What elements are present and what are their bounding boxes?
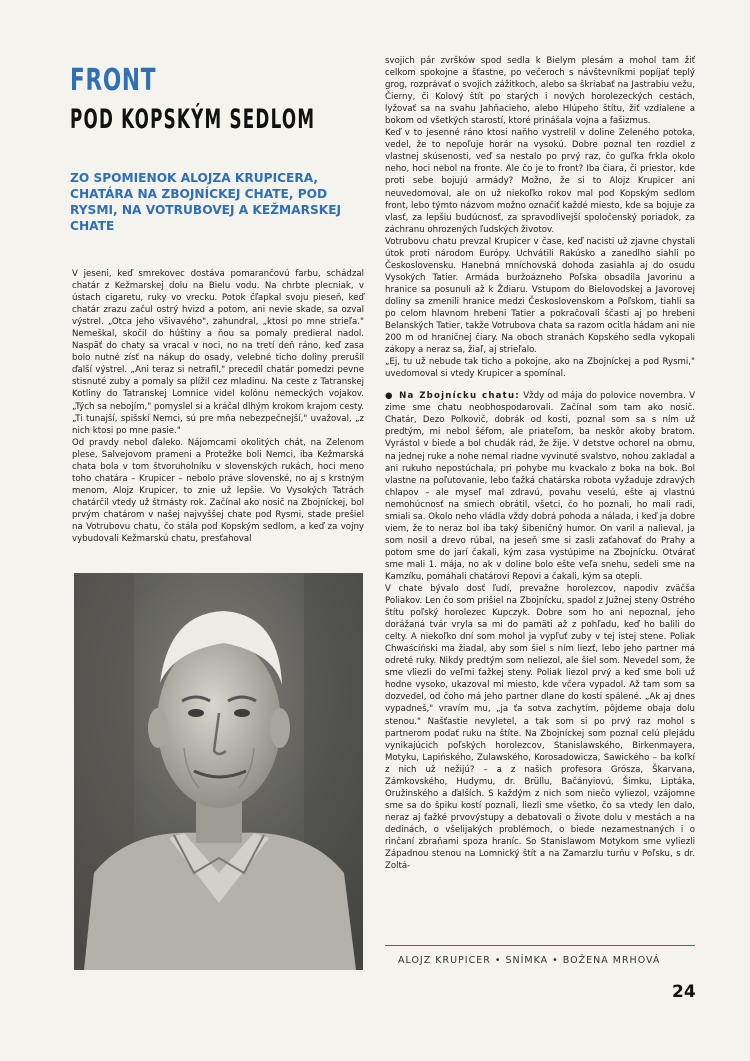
paragraph: V chate bývalo dosť ľudí, prevažne horolezcov, napodiv zväčša Poliakov. Len čo som prišiel na Zbojnícku, spadol z Južnej steny Ostrého štítu poľský horolezec Kupczyk. Dobre som ho ani nepoznal, jeho dorážaná tvár vryla sa mi do pamäti až z pohľadu, keď ho balili do celty. A niekoľko dní som mohol ja vypľuť zuby v tej istej stene. Poliak Chwaściński ma žiadal, aby som šiel s ním liezť, lebo jeho partner má odreté ruky. Nikdy predtým som neliezol, ale šiel som. Nevedel som, že sme vliezli do veľmi ťažkej steny. Poliak liezol prvý a keď sme boli už hodne vysoko, ukazoval mi miesto, kde včera vypadol. Až tam som sa dozvedel, od čoho má jeho partner dlane do kosti spálené. „Ak aj dnes vypadneš," vravím mu, „ja ťa sotva zachytím, pôjdeme obaja dolu stenou." Našťastie nevyletel, a tak som si po prvý raz mohol s partnerom podať ruku na štíte. Na Zbojníckej som poznal celú plejádu vynikajúcich poľských horolezcov, Stanislawského, Birkenmayera, Motyku, Lapińského, Zulawského, Korosadowicza, Sawického – ba koľkí z nich už nežijú? – a z našich profesora Grósza, Škarvana, Zámkovského, Hudymu, dr. Brüllu, Bačányiovú, Šimku, Liptáka, Oružinského a ďalších. S každým z nich som niečo vyliezol, vzájomne sme sa do špiku kostí poznali, liezli sme všetko, čo sa vtedy len dalo, neraz aj ťažké prvovýstupy a debatovali o živote dolu v mestách a na dedinách, o všelijakých problémoch, o biede nezamestnaných i o rinčaní zbraňami spoza hraníc. So Stanislawom Motykom sme vyliezli Západnou stenou na Lomnický štít a na Zamarzlu turňu v Poľsku, s dr. Zoltá- [385,584,695,872]
photo-credit: ALOJZ KRUPICER • SNÍMKA • BOŽENA MRHOVÁ [398,955,661,966]
portrait-photo [74,573,363,970]
paragraph: svojich pár zvršków spod sedla k Bielym plesám a mohol tam žiť celkom spokojne a šťastne, po večeroch s návštevníkmi popíjať teplý grog, rozprávať o svojich zážitkoch, alebo sa škriabať na Jastrabiu vežu, Čierny, či Kolový štít po starých i nových horolezeckých cestách, lyžovať sa na svahu Jahňacieho, alebo Hlúpeho štítu, žiť vzdialene a bokom od všetkých starostí, ktoré prinášala vojna a fašizmus. [385,56,695,127]
paragraph: Od pravdy nebol ďaleko. Nájomcami okolitých chát, na Zelenom plese, Salvejovom prameni a Protežke boli Nemci, iba Kežmarská chata bola v tom štvoruholníku v slovenských rukách, hoci meno toho chatára – Krupicer – nebolo práve slovenské, no aj s krstným menom, Alojz Krupicer, to znie už lepšie. Vo Vysokých Tatrách chatárčil vtedy už štrnásty rok. Začínal ako nosič na Zbojníckej, bol prvým chatárom v našej najvyššej chate pod Rysmi, stade prešiel na Votrubovu chatu, čo stála pod Kopským sedlom, a keď za vojny vybudovali Kežmarskú chatu, presťahoval [72,437,364,545]
paragraph: „Ej, tu už nebude tak ticho a pokojne, ako na Zbojníckej a pod Rysmi," uvedomoval si vtedy Krupicer a spomínal. [385,357,695,380]
article-intro: ZO SPOMIENOK ALOJZA KRUPICERA, CHATÁRA NA ZBOJNÍCKEJ CHATE, POD RYSMI, NA VOTRUBOVEJ A KEŽMARSKEJ CHATE [70,171,342,233]
right-column [385,55,695,872]
paragraph: Keď v to jesenné ráno ktosi naňho vystrelil v doline Zeleného potoka, vedel, že to nepoľuje horár na vysokú. Dobre poznal ten rozdiel z vlastnej skúsenosti, veď sa nestalo po prvý raz, čo guľka frkla okolo neho, hoci nebol na fronte. Ale čo je to front? Iba čiara, či priestor, kde proti sebe bojujú armády? Možno, že si to Alojz Krupicer ani neuvedomoval, ale on už niekoľko rokov mal pod Kopským sedlom front, lebo týmto názvom možno označiť každé miesto, kde sa bojuje za vlasť, za lepšiu budúcnosť, za spravodlivejší spoločenský poriadok, za záchranu ohrozených ľudských životov. [385,128,695,235]
paragraph: V jeseni, keď smrekovec dostáva pomarančovú farbu, schádzal chatár z Kežmarskej dolu na Bielu vodu. Na chrbte plecniak, v ústach cigaretu, ruky vo vrecku. Potok čľapkal svoju pieseň, keď chatár zrazu začul ostrý hvizd a potom, ani nevie skade, sa ozval výstrel. „Otca jeho všivavého", zahundral, „ktosi po mne strieľa." Nemeškal, skočil do húštiny a ňou sa pomaly predieral nadol. Naspäť do chaty sa vracal v noci, no na tretí deň ráno, keď zasa bolo nutné zísť na nákup do osady, velebné ticho doliny prerušil ďalší výstrel. „Ani teraz si netrafil," precedil chatár pomedzi pevne stisnuté zuby a pomaly sa plížil cez mladinu. Na ceste z Tatranskej Kotliny do Tatranskej Lomnice videl kolónu nemeckých vojakov. „Tých sa nebojím," pomyslel si a kráčal dlhým krokom krajom cesty. „Ti tunajší, spišskí Nemci, sú pre mňa nebezpečnejší," uvažoval, „z nich ktosi po mne pasie." [72,269,364,436]
paragraph [385,390,695,583]
section-body: Vždy od mája do polovice novembra. V zime sme chatu neobhospodarovali. Začínal som tam ako nosič. Chatár, Dezo Polkovič, dobrák od kosti, poznal som sa s ním už predtým, mi nebol šéfom, ale priateľom, ba neskôr akoby bratom. Vyrástol v biede a bol chudák rád, že žije. V detstve ochorel na obrnu, na jednej ruke a nohe nemal riadne vyvinuté svalstvo, nohou zakladal a ani rukuho nepostúchala, pri pohybe mu kvackalo z boka na bok. Bol vlastne na poľutovanie, lebo ťažká chatárska robota vyžaduje zdravých chlapov – ale myseľ mal zdravú, povahu veselú, ešte aj vlastnú nemohúcnosť na smiech obrátil, všetci, čo ho poznali, ho mali radi, smiali sa. Okolo neho vládla vždy dobrá pohoda a nálada, i keď ja dobre viem, že to neraz bol iba taký šibeničný humor. On varil a nalieval, ja som nosil a drevo rúbal, na jeseň sme si zasli zaťahovať do Prahy a potom sme do jarí čakali, kým zasa vystúpime na Zbojnícku. Otvárať sme mali 1. mája, no ak v doline bolo ešte veľa snehu, sedeli sme na Kamzíku, pomáhali chatárovi Repovi a čakali, kým sa otepli. [385,391,695,582]
left-column [72,268,364,545]
section-heading: ● Na Zbojnícku chatu: [385,391,520,402]
paragraph-gap [385,380,695,390]
credit-divider [385,945,695,946]
article-title-sub: POD KOPSKÝM SEDLOM [70,104,316,135]
paragraph: Votrubovu chatu prevzal Krupicer v čase, keď nacisti už zjavne chystali útok proti národom Európy. Uchvátili Rakúsko a zanedlho siahli po Československu. Hanebná mníchovská dohoda zasiahla aj do osudu Vysokých Tatier. Armáda buržoázneho Poľska obsadila Javorinu a hranice sa posunuli až k Ždiaru. Vstupom do Bielovodskej a Javorovej doliny sa zmenili hranice medzi Československom a Poľskom, tiahli sa po celom hlavnom hrebeni Tatier a pokračovali ščasti aj po hrebeni Belanských Tatier, takže Votrubova chata sa razom ocitla hádam ani nie 200 m od hraničnej čiary. Na oboch stranách Kopského sedla vykopali zákopy a neraz sa, žiaľ, aj strieľalo. [385,236,695,356]
article-title-main: FRONT [70,63,157,98]
page-number: 24 [672,982,696,1002]
